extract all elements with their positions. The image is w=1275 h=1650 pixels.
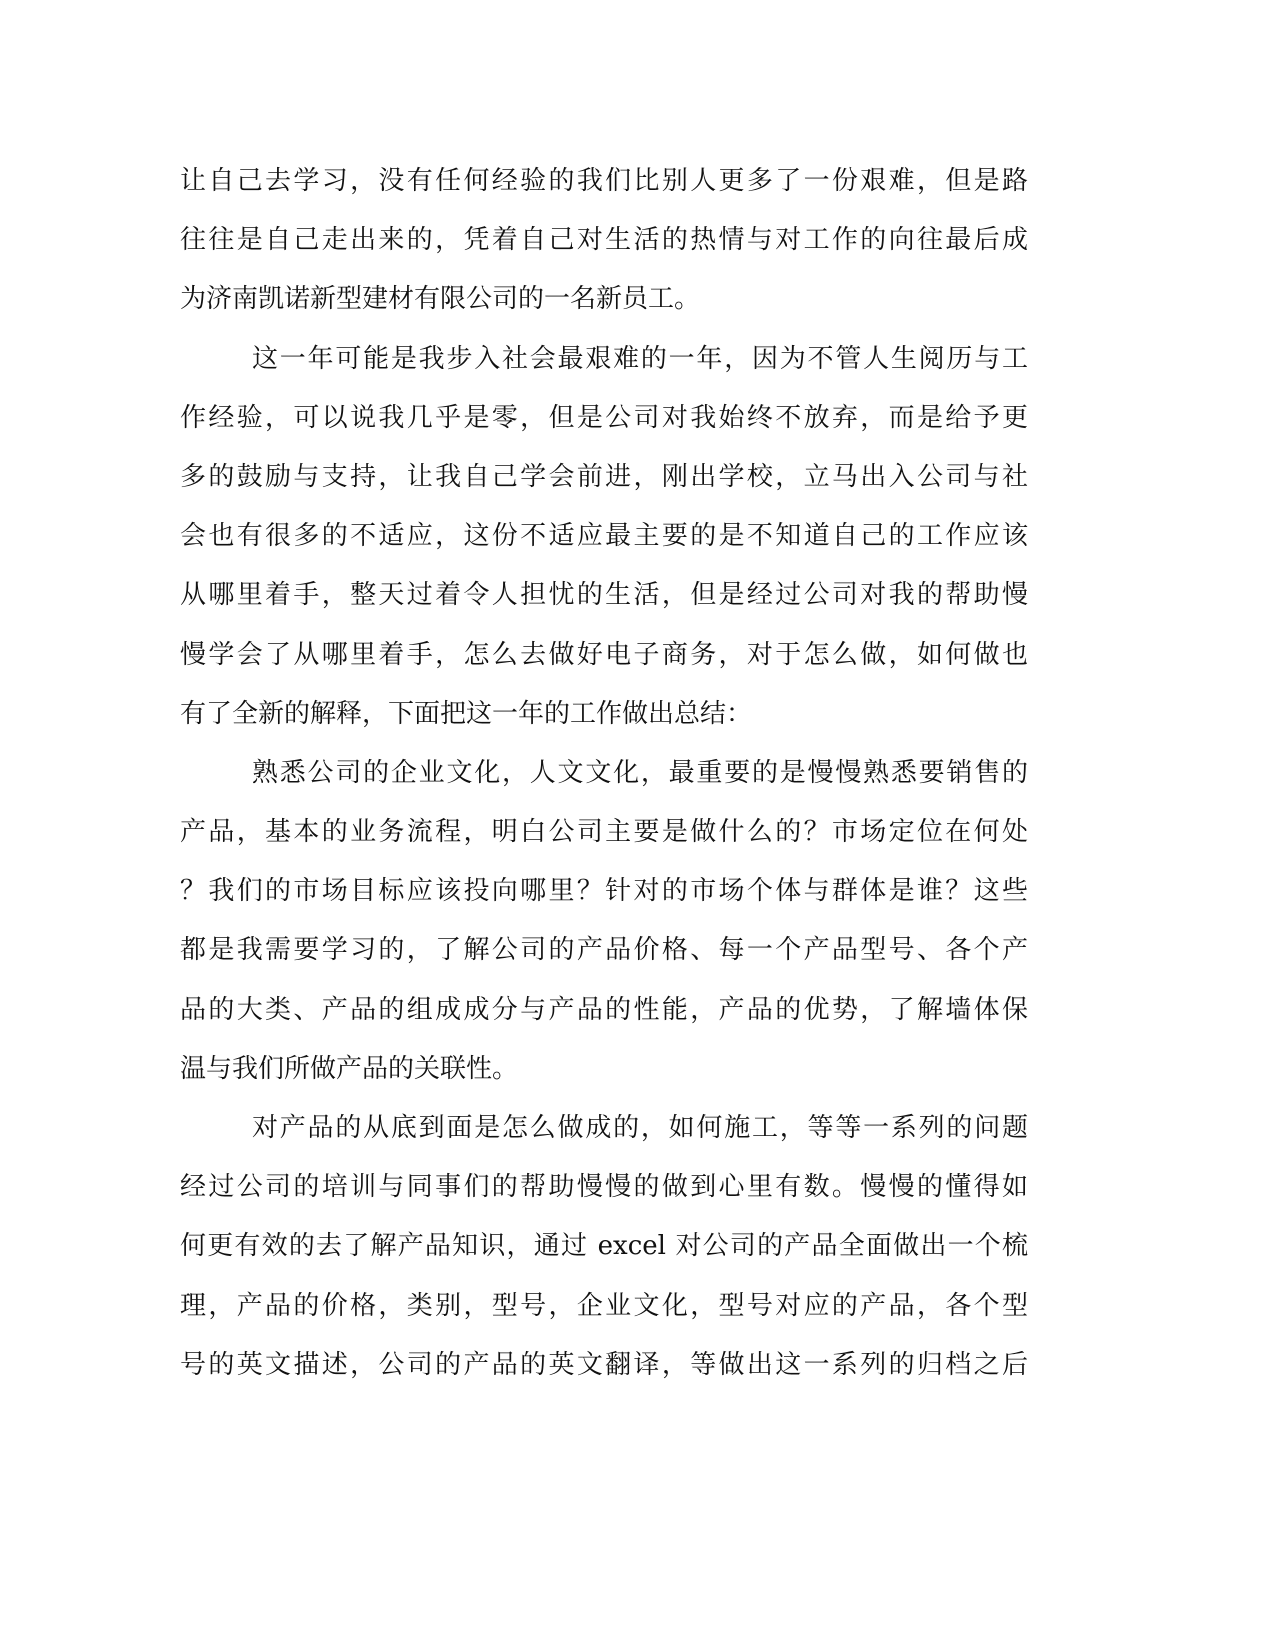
text-line: 慢学会了从哪里着手，怎么去做好电子商务，对于怎么做，如何做也 xyxy=(180,639,1028,670)
text-line: 经过公司的培训与同事们的帮助慢慢的做到心里有数。慢慢的懂得如 xyxy=(180,1172,1028,1203)
text-line: ？我们的市场目标应该投向哪里？针对的市场个体与群体是谁？这些 xyxy=(180,876,1028,907)
text-line: 往往是自己走出来的，凭着自己对生活的热情与对工作的向往最后成 xyxy=(180,225,1028,256)
text-line: 熟悉公司的企业文化，人文文化，最重要的是慢慢熟悉要销售的 xyxy=(252,757,1028,788)
paragraph-1 xyxy=(180,152,1028,330)
text-line: 理，产品的价格，类别，型号，企业文化，型号对应的产品，各个型 xyxy=(180,1290,1028,1321)
text-line: 会也有很多的不适应，这份不适应最主要的是不知道自己的工作应该 xyxy=(180,521,1028,552)
paragraph-3 xyxy=(180,744,1028,1099)
document-body xyxy=(180,152,1028,1395)
paragraph-2 xyxy=(180,330,1028,744)
text-line: 对产品的从底到面是怎么做成的，如何施工，等等一系列的问题 xyxy=(252,1113,1028,1143)
text-line: 号的英文描述，公司的产品的英文翻译，等做出这一系列的归档之后 xyxy=(180,1349,1028,1380)
text-line: 为济南凯诺新型建材有限公司的一名新员工。 xyxy=(180,284,701,315)
text-line: 产品，基本的业务流程，明白公司主要是做什么的？市场定位在何处 xyxy=(180,817,1028,848)
text-line: 作经验，可以说我几乎是零，但是公司对我始终不放弃，而是给予更 xyxy=(180,402,1028,433)
text-line: 让自己去学习，没有任何经验的我们比别人更多了一份艰难，但是路 xyxy=(180,166,1028,196)
text-line: 有了全新的解释，下面把这一年的工作做出总结： xyxy=(180,698,753,729)
text-line: 品的大类、产品的组成成分与产品的性能，产品的优势，了解墙体保 xyxy=(180,994,1028,1025)
text-line: 温与我们所做产品的关联性。 xyxy=(180,1053,519,1084)
text-line: 这一年可能是我步入社会最艰难的一年，因为不管人生阅历与工 xyxy=(252,343,1028,374)
text-line: 何更有效的去了解产品知识，通过 excel 对公司的产品全面做出一个梳 xyxy=(180,1231,1028,1262)
text-line: 都是我需要学习的，了解公司的产品价格、每一个产品型号、各个产 xyxy=(180,935,1028,966)
text-line: 多的鼓励与支持，让我自己学会前进，刚出学校，立马出入公司与社 xyxy=(180,461,1028,492)
paragraph-4 xyxy=(180,1099,1028,1395)
text-line: 从哪里着手，整天过着令人担忧的生活，但是经过公司对我的帮助慢 xyxy=(180,580,1028,611)
